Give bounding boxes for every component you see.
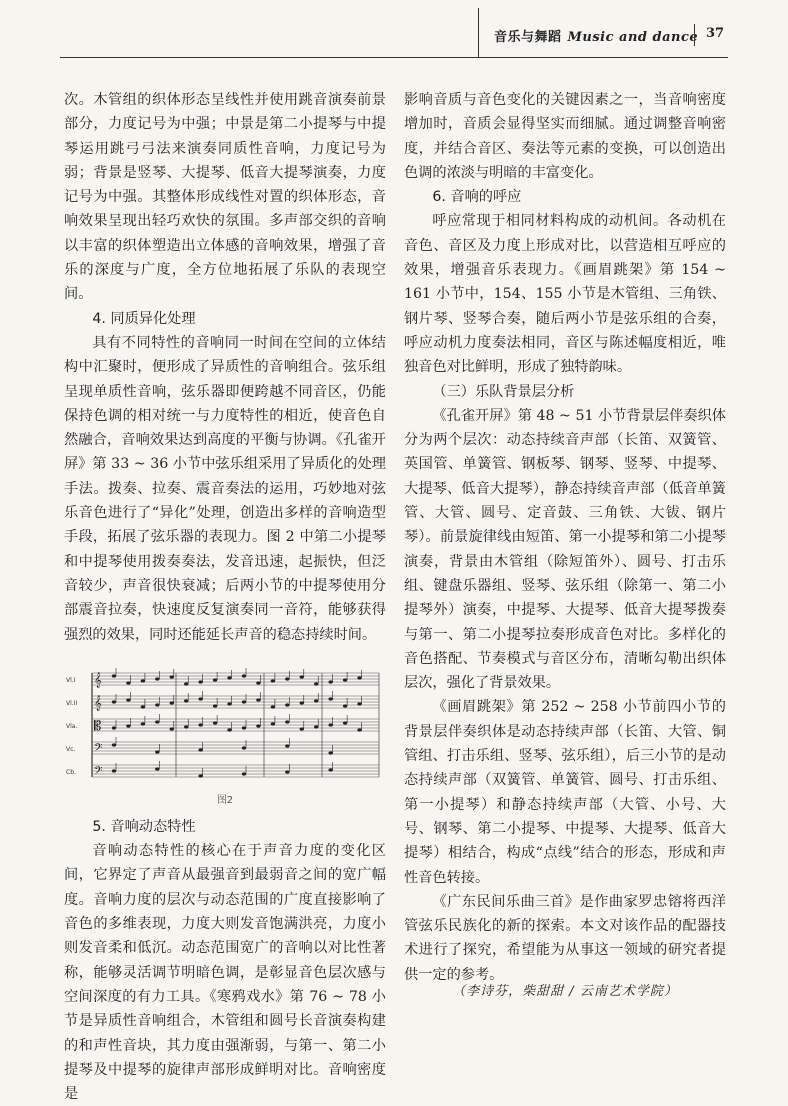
note-head xyxy=(343,721,347,724)
section-heading: 6. 音响的呼应 xyxy=(432,189,522,206)
note-head xyxy=(155,703,159,706)
section-heading: （三）乐队背景层分析 xyxy=(432,383,575,400)
note-head xyxy=(198,774,202,777)
clef-icon: 𝄞 xyxy=(94,695,102,711)
note-head xyxy=(126,698,130,701)
note-head xyxy=(227,728,231,731)
paragraph: 《广东民间乐曲三首》是作曲家罗忠镕将西洋管弦乐民族化的新的探索。本文对该作品的配器技术进行了探究，希望能为从事这一领域的研究者提供一定的参考。 xyxy=(404,893,726,983)
note-head xyxy=(242,726,246,729)
note-head xyxy=(112,700,116,703)
note-head xyxy=(141,705,145,708)
right-column xyxy=(404,88,726,987)
note-head xyxy=(285,770,289,773)
note-head xyxy=(328,723,332,726)
note-head xyxy=(112,726,116,729)
note-head xyxy=(242,746,246,749)
note-head xyxy=(198,680,202,683)
note-head xyxy=(285,703,289,706)
note-head xyxy=(271,679,275,682)
author-credit: （李诗芬，柴甜甜 / 云南艺术学院） xyxy=(452,984,678,999)
page-header xyxy=(0,0,788,70)
note-head xyxy=(357,728,361,731)
note-head xyxy=(357,676,361,679)
note-head xyxy=(357,702,361,705)
paragraph: 《画眉跳架》第 252 ~ 258 小节前四小节的背景层伴奏织体是动态持续声部（长笛、大管、铜管组、打击乐组、竖琴、弦乐组），后三小节的是动态持续声部（双簧管、单簧管、圆号、打击乐组、第一小提琴）和静态持续声部（大管、小号、大号、钢琴、第二小提琴、中提琴、大提琴、低音大提琴）相结合，构成“点线”结合的形态，形成和声性音色转接。 xyxy=(404,699,726,886)
note-head xyxy=(141,679,145,682)
paragraph: 音响动态特性的核心在于声音力度的变化区间，它界定了声音从最强音到最弱音之间的宽广幅度。音响力度的层次与动态范围的广度直接影响了音色的多维表现，力度大则发音饱满洪亮，力度小则发音柔和低沉。动态范围宽广的音响以对比性著称，能够灵活调节明暗色调，是彰显音色层次感与空间深度的有力工具。《寒鸦戏水》第 76 ~ 78 小节是异质性音响组合，木管组和圆号长音演奏构建的和声性音块，其力度由强渐弱，与第一、第二小提琴及中提琴的旋律声部形成鲜明对比。音响密度是 xyxy=(64,843,386,1103)
note-head xyxy=(300,727,304,730)
clef-icon: 𝄡 xyxy=(94,718,102,734)
paragraph: 《孔雀开屏》第 48 ~ 51 小节背景层伴奏织体分为两个层次：动态持续音声部（长笛、双簧管、英国管、单簧管、钢板琴、钢琴、竖琴、中提琴、大提琴、低音大提琴），静态持续音声部（低音单簧管、大管、圆号、定音鼓、三角铁、大钹、钢片琴）。前景旋律线由短笛、第一小提琴和第二小提琴演奏，背景由木管组（除短笛外）、圆号、打击乐组、键盘乐器组、竖琴、弦乐组（除第一、第二小提琴外）演奏，中提琴、大提琴、低音大提琴拨奏与第一、第二小提琴拉奏形成音色对比。多样化的音色搭配、节奏模式与音区分布，清晰勾勒出织体层次，强化了背景效果。 xyxy=(404,407,726,692)
header-rule xyxy=(60,57,728,58)
note-head xyxy=(328,751,332,754)
section-heading: 5. 音响动态特性 xyxy=(92,818,196,835)
clef-icon: 𝄢 xyxy=(94,741,103,757)
note-head xyxy=(328,697,332,700)
note-head xyxy=(184,699,188,702)
note-head xyxy=(126,681,130,684)
note-head xyxy=(271,722,275,725)
journal-title-en: Music and dance xyxy=(567,30,699,45)
note-head xyxy=(155,767,159,770)
section-heading: 4. 同质异化处理 xyxy=(92,310,196,327)
paragraph: 呼应常现于相同材料构成的动机间。各动机在音色、音区及力度上形成对比，以营造相互呼应的效果，增强音乐表现力。《画眉跳架》第 154 ~ 161 小节中，154、155 小节是木管组、三角铁、钢片琴、竖琴合奏，随后两小节是弦乐组的合奏，呼应动机力度奏法相同，音区与陈述幅度相近，唯独音色对比鲜明，形成了独特韵味。 xyxy=(404,213,726,376)
journal-title-cn: 音乐与舞蹈 xyxy=(494,30,562,45)
note-head xyxy=(300,701,304,704)
note-head xyxy=(213,704,217,707)
note-head xyxy=(213,678,217,681)
note-head xyxy=(328,768,332,771)
note-head xyxy=(155,720,159,723)
journal-title xyxy=(494,26,698,45)
note-head xyxy=(198,748,202,751)
note-head xyxy=(343,704,347,707)
note-head xyxy=(184,725,188,728)
note-head xyxy=(328,680,332,683)
note-head xyxy=(170,727,174,730)
note-head xyxy=(314,699,318,702)
header-divider xyxy=(478,8,479,58)
note-head xyxy=(314,682,318,685)
note-head xyxy=(314,725,318,728)
paragraph: 具有不同特性的音响同一时间在空间的立体结构中汇聚时，便形成了异质性的音响组合。弦乐组呈现单质性音响，弦乐器即便跨越不同音区，仍能保持色调的相对统一与力度特性的相近，使音色自然融合，音响效果达到高度的平衡与协调。《孔雀开屏》第 33 ~ 36 小节中弦乐组采用了异质化的处理手法。拨奏、拉奏、震音奏法的运用，巧妙地对弦乐音色进行了“异化”处理，创造出多样的音响造型手段，拓展了弦乐器的表现力。图 2 中第二小提琴和中提琴使用拨奏奏法，发音迅速，起振快，但泛音较少，声音很快衰减；后两小节的中提琴使用分部震音拉奏，快速度反复演奏同一音符，能够获得强烈的效果，同时还能延长声音的稳态持续时间。 xyxy=(64,334,386,643)
note-head xyxy=(256,681,260,684)
note-head xyxy=(285,677,289,680)
page-number-divider xyxy=(694,24,695,46)
note-head xyxy=(343,678,347,681)
note-head xyxy=(213,721,217,724)
page-number: 37 xyxy=(706,26,725,41)
note-head xyxy=(285,720,289,723)
note-head xyxy=(227,702,231,705)
left-column xyxy=(64,88,386,1106)
staff-label: Vl.I xyxy=(66,676,76,684)
note-head xyxy=(242,674,246,677)
paragraph: 次。木管组的织体形态呈线性并使用跳音演奏前景部分，力度记号为中强；中景是第二小提琴与中提琴运用跳弓弓法来演奏同质性音响，力度记号为弱；背景是竖琴、大提琴、低音大提琴演奏，力度记号为中强。其整体形成线性对置的织体形态，音响效果呈现出轻巧欢快的氛围。多声部交织的音响以丰富的织体塑造出立体感的音响效果，增强了音乐的深度与广度，全方位地拓展了乐队的表现空间。 xyxy=(64,92,386,303)
note-head xyxy=(184,682,188,685)
note-head xyxy=(198,697,202,700)
note-head xyxy=(155,677,159,680)
note-head xyxy=(300,675,304,678)
note-head xyxy=(256,698,260,701)
note-head xyxy=(155,750,159,753)
note-head xyxy=(198,723,202,726)
note-head xyxy=(112,674,116,677)
note-head xyxy=(170,701,174,704)
note-head xyxy=(141,722,145,725)
staff-label: Cb. xyxy=(66,768,76,776)
note-head xyxy=(242,772,246,775)
paragraph: 影响音质与音色变化的关键因素之一，当音响密度增加时，音质会显得坚实而细腻。通过调整音响密度，并结合音区、奏法等元素的变换，可以创造出色调的浓淡与明暗的丰富变化。 xyxy=(404,92,726,181)
figure-caption: 图2 xyxy=(216,794,234,806)
note-head xyxy=(242,700,246,703)
note-head xyxy=(285,744,289,747)
note-head xyxy=(126,724,130,727)
note-head xyxy=(227,676,231,679)
staff-label: Vc. xyxy=(66,745,76,753)
note-head xyxy=(170,675,174,678)
score-figure xyxy=(64,663,386,791)
note-head xyxy=(271,705,275,708)
clef-icon: 𝄞 xyxy=(94,672,102,688)
note-head xyxy=(112,769,116,772)
music-score-image xyxy=(64,663,386,791)
staff-label: Vl.II xyxy=(66,699,78,707)
clef-icon: 𝄢 xyxy=(94,764,103,780)
staff-label: Vla. xyxy=(66,722,78,730)
note-head xyxy=(112,743,116,746)
note-head xyxy=(256,724,260,727)
